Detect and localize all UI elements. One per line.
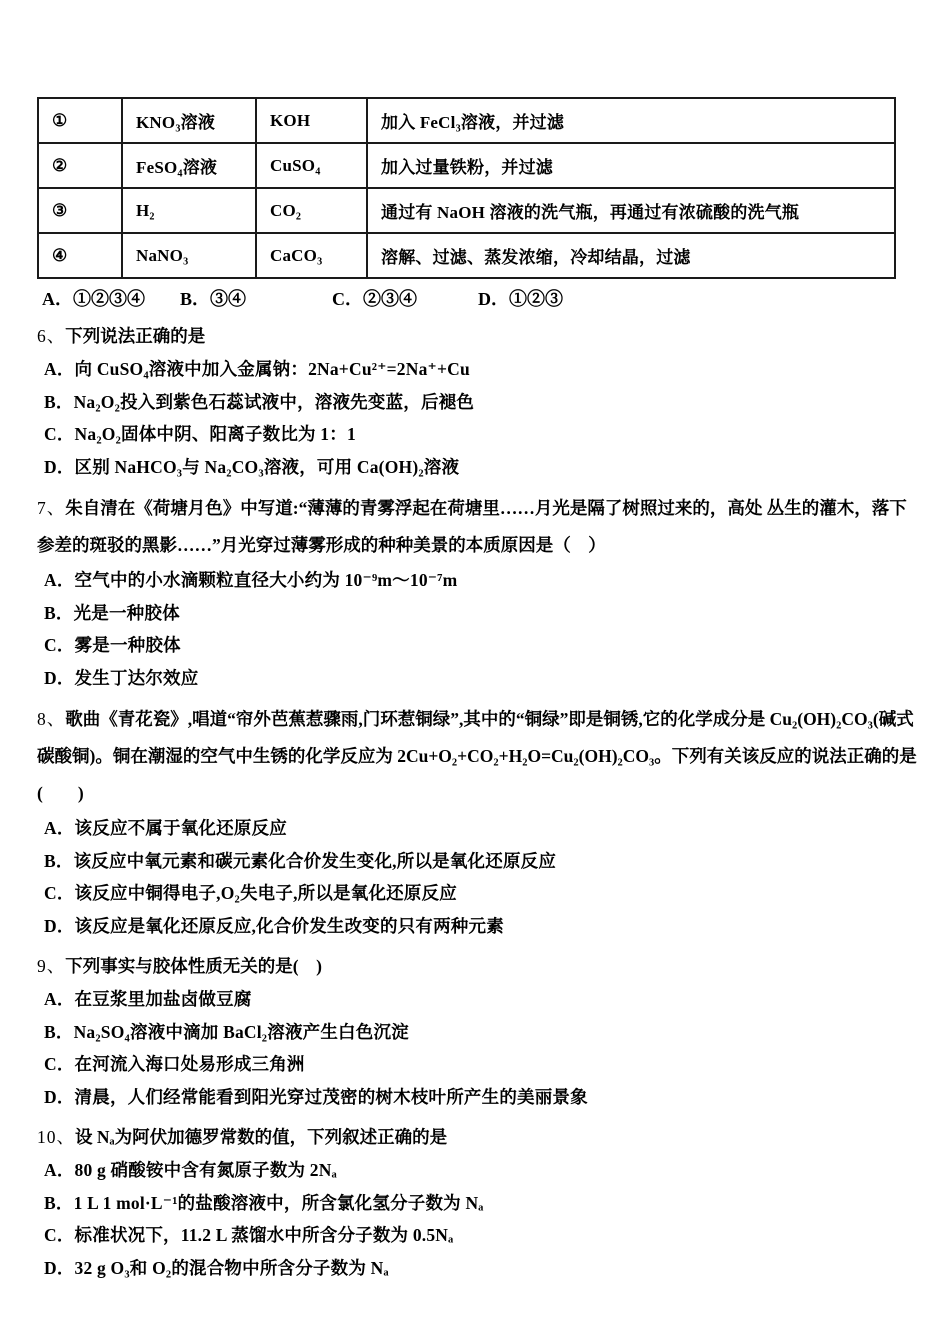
option-a: A．在豆浆里加盐卤做豆腐: [44, 989, 252, 1009]
option-b: B．该反应中氧元素和碳元素化合价发生变化,所以是氧化还原反应: [44, 850, 557, 871]
option-c: C．Na₂O₂固体中阴、阳离子数比为 1：1: [44, 424, 356, 444]
question-8: [37, 701, 922, 942]
row-number: ②: [38, 143, 122, 188]
option-a: A．该反应不属于氧化还原反应: [44, 818, 287, 838]
question-stem: 9、下列事实与胶体性质无关的是( ): [37, 956, 322, 976]
question-number: 9、: [37, 956, 66, 976]
row-number: ①: [38, 98, 122, 143]
option-b: B．Na₂O₂投入到紫色石蕊试液中，溶液先变蓝，后褪色: [44, 391, 475, 412]
option-a: A．空气中的小水滴颗粒直径大小约为 10⁻⁹m～10⁻⁷m: [44, 570, 458, 590]
option-c: C．在河流入海口处易形成三角洲: [44, 1054, 305, 1074]
substance-cell: H₂: [122, 188, 256, 233]
row-number: ③: [38, 188, 122, 233]
option-c: C．雾是一种胶体: [44, 635, 181, 655]
question-9: [37, 949, 922, 1113]
question-number: 10、: [37, 1127, 75, 1147]
question-number: 6、: [37, 326, 66, 346]
question-6: [37, 319, 922, 483]
method-cell: 加入过量铁粉，并过滤: [367, 143, 895, 188]
method-cell: 通过有 NaOH 溶液的洗气瓶，再通过有浓硫酸的洗气瓶: [367, 188, 895, 233]
method-cell: 加入 FeCl₃溶液，并过滤: [367, 98, 895, 143]
table-row-3: [38, 188, 895, 233]
impurity-cell: CO₂: [256, 188, 367, 233]
option-c: C．标准状况下，11.2 L 蒸馏水中所含分子数为 0.5Nₐ: [44, 1225, 454, 1245]
question-number: 7、: [37, 498, 66, 518]
purification-table: [37, 97, 896, 279]
table-row-2: [38, 143, 895, 188]
option-b: B．Na₂SO₄溶液中滴加 BaCl₂溶液产生白色沉淀: [44, 1021, 409, 1042]
option-a: A．向 CuSO₄溶液中加入金属钠：2Na+Cu²⁺=2Na⁺+Cu: [44, 359, 470, 379]
option-a: A．80 g 硝酸铵中含有氮原子数为 2Nₐ: [44, 1160, 337, 1180]
option-b: B．③④: [180, 289, 247, 309]
option-d: D．①②③: [478, 289, 563, 309]
option-d: D．区别 NaHCO₃与 Na₂CO₃溶液，可用 Ca(OH)₂溶液: [44, 456, 460, 477]
option-b: B．光是一种胶体: [44, 602, 180, 623]
option-d: D．该反应是氧化还原反应,化合价发生改变的只有两种元素: [44, 915, 504, 936]
option-d: D．清晨，人们经常能看到阳光穿过茂密的树木枝叶所产生的美丽景象: [44, 1086, 588, 1107]
substance-cell: KNO₃溶液: [122, 98, 256, 143]
option-c: C．该反应中铜得电子,O₂失电子,所以是氧化还原反应: [44, 883, 457, 903]
option-d: D．发生丁达尔效应: [44, 667, 199, 688]
question-stem: 10、设 Nₐ为阿伏加德罗常数的值，下列叙述正确的是: [37, 1127, 448, 1147]
table-row-4: [38, 233, 895, 278]
question-5-answer-line: [42, 286, 922, 312]
table-row-1: [38, 98, 895, 143]
substance-cell: FeSO₄溶液: [122, 143, 256, 188]
option-b: B．1 L 1 mol·L⁻¹的盐酸溶液中，所含氯化氢分子数为 Nₐ: [44, 1192, 484, 1213]
substance-cell: NaNO₃: [122, 233, 256, 278]
option-c: C．②③④: [332, 289, 417, 309]
question-10: [37, 1120, 922, 1284]
impurity-cell: CuSO₄: [256, 143, 367, 188]
question-stem: 8、歌曲《青花瓷》,唱道“帘外芭蕉惹骤雨,门环惹铜绿”,其中的“铜绿”即是铜锈,它的化学成分是 Cu₂(OH)₂CO₃(碱式碳酸铜)。铜在潮湿的空气中生锈的化学反应为 2Cu+O₂+CO₂+H₂O=Cu₂(OH)₂CO₃。下列有关该反应的说法正确的是( ): [37, 709, 917, 803]
question-stem: 7、朱自清在《荷塘月色》中写道:“薄薄的青雾浮起在荷塘里……月光是隔了树照过来的，高处 丛生的灌木，落下参差的斑驳的黑影……”月光穿过薄雾形成的种种美景的本质原因是（ ）: [37, 498, 907, 555]
question-stem: 6、下列说法正确的是: [37, 326, 206, 346]
option-a: A．①②③④: [42, 289, 145, 309]
question-number: 8、: [37, 709, 66, 729]
row-number: ④: [38, 233, 122, 278]
impurity-cell: CaCO₃: [256, 233, 367, 278]
option-d: D．32 g O₃和 O₂的混合物中所含分子数为 Nₐ: [44, 1257, 389, 1278]
method-cell: 溶解、过滤、蒸发浓缩，冷却结晶，过滤: [367, 233, 895, 278]
question-7: [37, 490, 922, 694]
impurity-cell: KOH: [256, 98, 367, 143]
